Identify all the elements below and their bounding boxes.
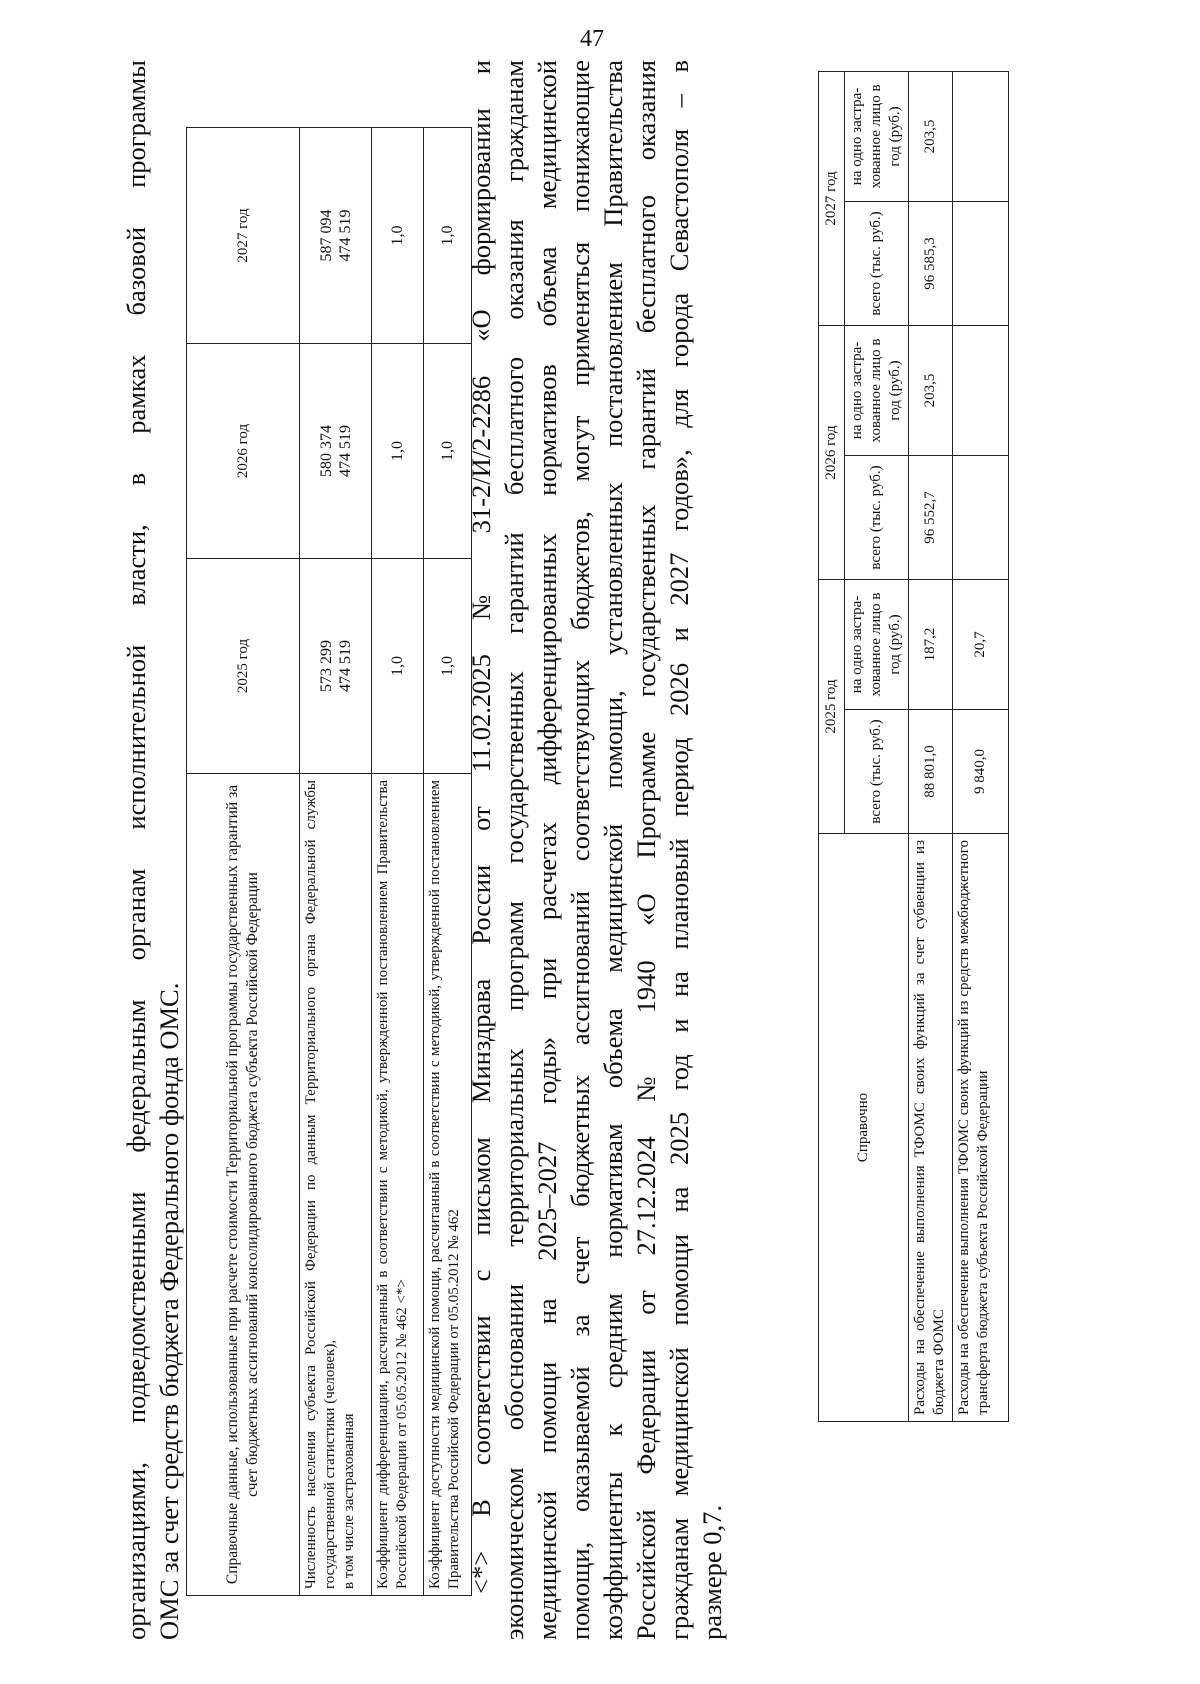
column-header-per-insured: на одно застра-хованное лицо в год (руб.) — [845, 579, 909, 709]
table-cell: 9 840,0 — [953, 710, 1009, 834]
intro-line: организациями, подведомственными федеральным органам исполнительной власти, в рамках базовой программы — [121, 60, 151, 1640]
table-header-year: 2025 год — [819, 579, 845, 833]
column-header-total: всего (тыс. руб.) — [845, 201, 909, 325]
population-insured: 474 519 — [336, 209, 354, 262]
table-cell — [953, 201, 1009, 325]
row-label: Расходы на обеспечение выполнения ТФОМС своих функций из средств межбюджетного трансферта бюджета субъекта Российской Федерации — [953, 834, 1009, 1422]
table-cell — [953, 455, 1009, 579]
row-label: Расходы на обеспечение выполнения ТФОМС своих функций за счет субвенции из бюджета ФОМС — [909, 834, 953, 1422]
table-row — [372, 128, 424, 1596]
row-label-main: Численность населения субъекта Российской Федерации по данным Территориального органа Федеральной службы государственной статистики (человек), — [303, 780, 338, 1589]
footnote-line: коэффициенты к средним нормативам объема медицинской помощи, установленных постановлением Правительства — [598, 60, 628, 1640]
table-cell: 1,0 — [424, 344, 472, 559]
table-cell: 1,0 — [372, 128, 424, 344]
table-cell: 96 552,7 — [909, 455, 953, 579]
table-row — [909, 71, 953, 1421]
rotated-landscape-content — [120, 60, 1140, 1640]
intro-paragraph — [120, 60, 186, 1640]
table-header-row — [187, 128, 300, 1596]
population-insured: 474 519 — [336, 640, 354, 692]
row-label — [300, 774, 372, 1596]
footnote-line: Российской Федерации от 27.12.2024 № 1940 «О Программе государственных гарантий бесплатного оказания — [631, 60, 661, 1640]
table-header-label: Справочно — [819, 834, 909, 1422]
table-cell: 203,5 — [909, 71, 953, 201]
table-header-year: 2026 год — [187, 344, 300, 559]
table-header-label: Справочные данные, использованные при расчете стоимости Территориальной программы государственных гарантий за счет бюджетных ассигнований консолидированного бюджета субъекта Российской Федерации — [187, 774, 300, 1596]
table-row — [953, 71, 1009, 1421]
table-header-year: 2026 год — [819, 325, 845, 579]
reference-data-table — [186, 127, 472, 1596]
table-cell: 1,0 — [372, 559, 424, 774]
table-cell: 1,0 — [424, 128, 472, 344]
table-cell — [953, 71, 1009, 201]
table-header-year: 2027 год — [187, 128, 300, 344]
intro-line: ОМС за счет средств бюджета Федерального фонда ОМС. — [154, 982, 184, 1640]
table-header-year: 2027 год — [819, 71, 845, 325]
table-cell: 1,0 — [424, 559, 472, 774]
column-header-per-insured: на одно застра-хованное лицо в год (руб.) — [845, 71, 909, 201]
reference-expenses-table — [818, 71, 1009, 1422]
population-total: 580 374 — [317, 425, 335, 477]
column-header-total: всего (тыс. руб.) — [845, 710, 909, 834]
table-cell: 187,2 — [909, 579, 953, 709]
table-cell: 96 585,3 — [909, 201, 953, 325]
table-header-row — [819, 71, 845, 1421]
table-cell: 88 801,0 — [909, 710, 953, 834]
footnote-line: <*> В соответствии с письмом Минздрава России от 11.02.2025 № 31-2/И/2-2286 «О формировании и — [466, 60, 496, 1594]
population-total: 587 094 — [317, 209, 335, 262]
column-header-total: всего (тыс. руб.) — [845, 455, 909, 579]
population-total: 573 299 — [317, 640, 335, 692]
row-label: Коэффициент доступности медицинской помощи, рассчитанный в соответствии с методикой, утвержденной постановлением Правительства Российской Федерации от 05.05.2012 № 462 — [424, 774, 472, 1596]
population-insured: 474 519 — [336, 425, 354, 477]
table-header-year: 2025 год — [187, 559, 300, 774]
row-label: Коэффициент дифференциации, рассчитанный в соответствии с методикой, утвержденной постановлением Правительства Российской Федерации от 05.05.2012 № 462 <*> — [372, 774, 424, 1596]
table-cell — [300, 128, 372, 344]
column-header-per-insured: на одно застра-хованное лицо в год (руб.) — [845, 325, 909, 455]
table-cell: 1,0 — [372, 344, 424, 559]
footnote-line: помощи, оказываемой за счет бюджетных ассигнований соответствующих бюджетов, могут применяться понижающие — [565, 60, 595, 1640]
table-cell — [953, 325, 1009, 455]
table-cell: 20,7 — [953, 579, 1009, 709]
footnote-line: медицинской помощи на 2025–2027 годы» при расчетах дифференцированных нормативов объема медицинской — [532, 60, 562, 1640]
table-cell — [300, 559, 372, 774]
row-label-sub: в том числе застрахованная — [341, 1413, 357, 1589]
footnote-paragraph — [465, 60, 729, 1640]
table-row — [300, 128, 372, 1596]
footnote-line: экономическом обосновании территориальных программ государственных гарантий бесплатного оказания гражданам — [499, 60, 529, 1640]
table-cell: 203,5 — [909, 325, 953, 455]
footnote-line: гражданам медицинской помощи на 2025 год и на плановый период 2026 и 2027 годов», для города Севастополя – в — [664, 60, 694, 1640]
footnote-line: размере 0,7. — [697, 1504, 727, 1640]
page-number: 47 — [580, 26, 604, 52]
table-cell — [300, 344, 372, 559]
